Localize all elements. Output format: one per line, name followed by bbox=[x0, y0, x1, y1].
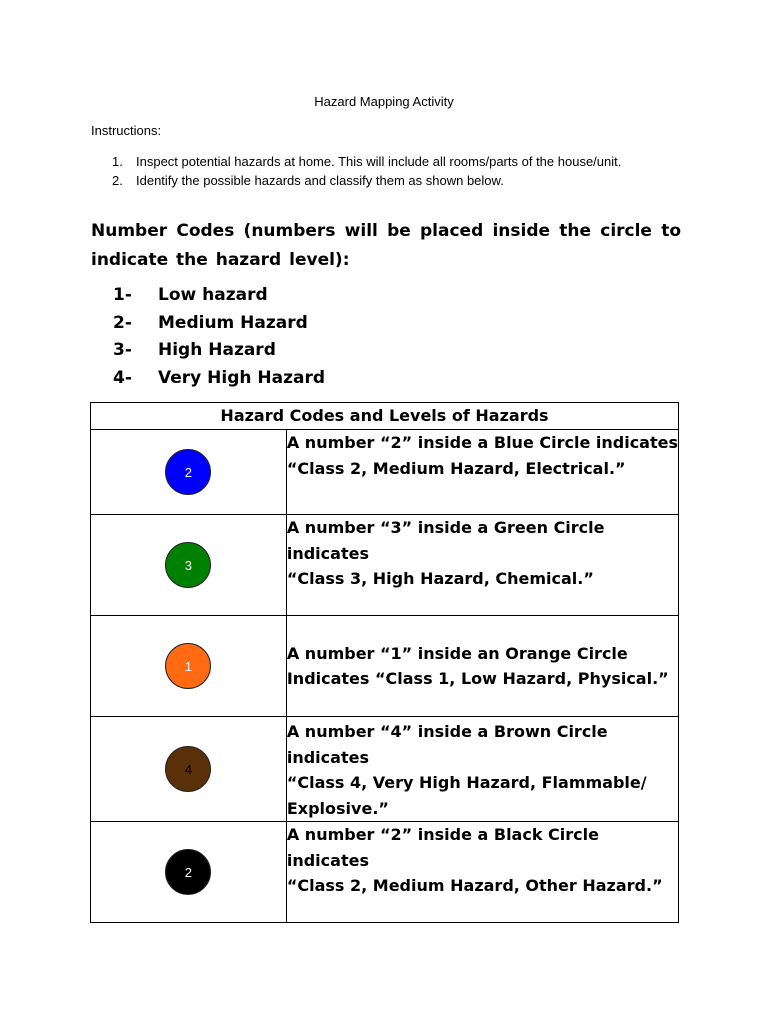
level-number: 1- bbox=[113, 285, 132, 305]
description-line: A number “4” inside a Brown Circle bbox=[286, 722, 608, 741]
level-label: High Hazard bbox=[158, 340, 276, 360]
description-line: A number “1” inside an Orange Circle bbox=[286, 643, 628, 663]
description-line: indicates bbox=[286, 543, 369, 563]
brown-hazard-circle-icon: 4 bbox=[165, 746, 211, 792]
level-number: 2- bbox=[113, 312, 132, 333]
instruction-item bbox=[112, 152, 621, 171]
hazard-level-item bbox=[113, 282, 325, 310]
hazard-description bbox=[286, 430, 678, 515]
table-header: Hazard Codes and Levels of Hazards bbox=[91, 403, 679, 430]
hazard-description bbox=[286, 515, 678, 616]
description-line: “Class 2, Medium Hazard, Other Hazard.” bbox=[286, 876, 663, 895]
instruction-number: 2. bbox=[112, 173, 123, 188]
hazard-level-item bbox=[113, 310, 325, 338]
description-line: “Class 2, Medium Hazard, Electrical.” bbox=[286, 458, 626, 478]
description-line: indicates bbox=[286, 850, 369, 870]
hazard-description bbox=[286, 616, 678, 717]
hazard-levels-list bbox=[113, 282, 325, 392]
circle-cell bbox=[91, 717, 287, 822]
instruction-text: Identify the possible hazards and classify them as shown below. bbox=[136, 173, 504, 188]
table-header-row bbox=[91, 403, 679, 430]
orange-hazard-circle-icon: 1 bbox=[165, 643, 211, 689]
description-line: “Class 4, Very High Hazard, Flammable/ bbox=[286, 773, 647, 792]
document-title: Hazard Mapping Activity bbox=[314, 94, 454, 109]
number-codes-heading: Number Codes (numbers will be placed inside the circle to indicate the hazard level): bbox=[91, 221, 681, 270]
table-row bbox=[91, 717, 679, 822]
description-line: “Class 3, High Hazard, Chemical.” bbox=[286, 569, 594, 588]
circle-cell bbox=[91, 616, 287, 717]
hazard-description bbox=[286, 717, 678, 822]
black-hazard-circle-icon: 2 bbox=[165, 849, 211, 895]
description-line: Indicates “Class 1, Low Hazard, Physical.” bbox=[286, 669, 669, 688]
table-row bbox=[91, 616, 679, 717]
description-line: Explosive.” bbox=[286, 798, 389, 818]
level-label: Very High Hazard bbox=[158, 367, 326, 388]
instruction-text: Inspect potential hazards at home. This will include all rooms/parts of the house/unit. bbox=[136, 154, 622, 169]
green-hazard-circle-icon: 3 bbox=[165, 542, 211, 588]
table-row bbox=[91, 822, 679, 923]
level-number: 4- bbox=[113, 367, 132, 388]
hazard-level-item bbox=[113, 337, 325, 365]
description-line: A number “3” inside a Green Circle bbox=[286, 518, 605, 537]
table-row bbox=[91, 515, 679, 616]
circle-cell bbox=[91, 515, 287, 616]
circle-cell bbox=[91, 822, 287, 923]
description-line: A number “2” inside a Black Circle bbox=[286, 825, 599, 844]
hazard-codes-table bbox=[90, 402, 679, 923]
instruction-item bbox=[112, 171, 621, 190]
instruction-number: 1. bbox=[112, 154, 123, 169]
hazard-level-item bbox=[113, 365, 325, 393]
instructions-label: Instructions: bbox=[91, 123, 162, 138]
level-label: Low hazard bbox=[158, 285, 268, 305]
level-number: 3- bbox=[113, 340, 132, 360]
description-line: A number “2” inside a Blue Circle indicates bbox=[286, 433, 678, 452]
level-label: Medium Hazard bbox=[158, 312, 308, 333]
instruction-list bbox=[112, 152, 621, 190]
hazard-description bbox=[286, 822, 678, 923]
table-row bbox=[91, 430, 679, 515]
circle-cell bbox=[91, 430, 287, 515]
blue-hazard-circle-icon: 2 bbox=[165, 449, 211, 495]
description-line: indicates bbox=[286, 747, 369, 767]
